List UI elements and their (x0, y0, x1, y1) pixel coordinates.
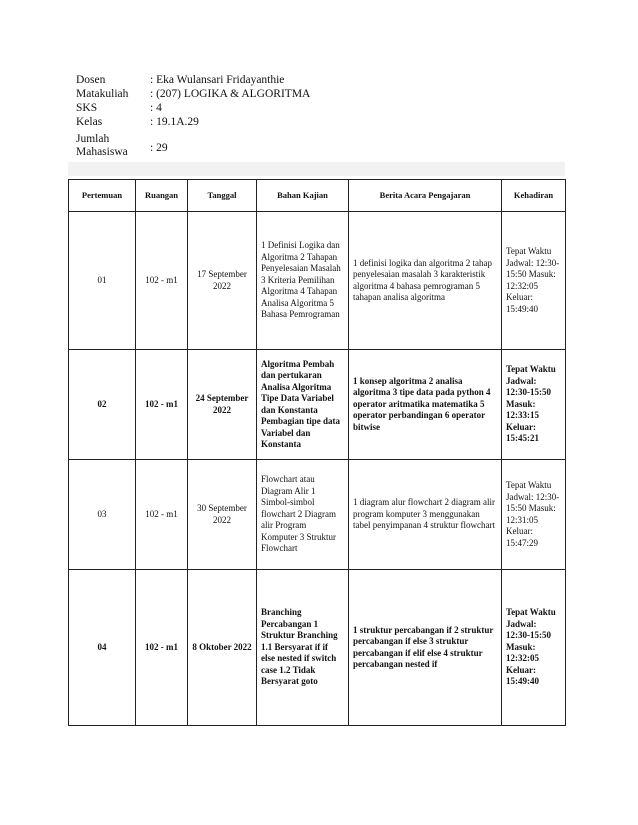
jumlah-label-line1: Jumlah (76, 133, 110, 145)
jumlah-label-line2: Mahasiswa (76, 146, 128, 158)
col-header-berita-acara: Berita Acara Pengajaran (349, 180, 502, 212)
jumlah-row (76, 133, 310, 159)
cell-kehadiran: Tepat Waktu Jadwal: 12:30-15:50 Masuk: 12:31:05 Keluar: 15:47:29 (502, 460, 566, 570)
matakuliah-row (76, 87, 310, 101)
cell-ruangan: 102 - m1 (136, 570, 188, 726)
cell-pertemuan: 02 (69, 350, 136, 460)
cell-tanggal: 8 Oktober 2022 (188, 570, 257, 726)
dosen-row (76, 73, 310, 87)
matakuliah-value: : (207) LOGIKA & ALGORITMA (150, 88, 311, 100)
col-header-bahan-kajian: Bahan Kajian (257, 180, 349, 212)
cell-berita-acara: 1 definisi logika dan algoritma 2 tahap penyelesaian masalah 3 karakteristik algoritma 4 bahasa pemrograman 5 tahapan analisa algoritma (349, 212, 502, 350)
jumlah-label (76, 133, 150, 159)
cell-tanggal: 17 September 2022 (188, 212, 257, 350)
col-header-pertemuan: Pertemuan (69, 180, 136, 212)
col-header-tanggal: Tanggal (188, 180, 257, 212)
course-info (76, 73, 310, 159)
col-header-ruangan: Ruangan (136, 180, 188, 212)
jumlah-value: : 29 (150, 142, 168, 154)
cell-berita-acara: 1 struktur percabangan if 2 struktur percabangan if else 3 struktur percabangan if elif else 4 struktur percabangan nested if (349, 570, 502, 726)
cell-pertemuan: 03 (69, 460, 136, 570)
cell-tanggal: 24 September 2022 (188, 350, 257, 460)
sks-row (76, 101, 310, 115)
cell-pertemuan: 01 (69, 212, 136, 350)
cell-bahan-kajian: Branching Percabangan 1 Struktur Branching 1.1 Bersyarat if if else nested if switch case 1.2 Tidak Bersyarat goto (257, 570, 349, 726)
attendance-table (68, 179, 566, 726)
cell-pertemuan: 04 (69, 570, 136, 726)
separator-band (68, 162, 565, 176)
cell-ruangan: 102 - m1 (136, 460, 188, 570)
sks-value: : 4 (150, 102, 162, 114)
kelas-label: Kelas (76, 116, 103, 128)
table-row (69, 460, 566, 570)
kelas-row (76, 115, 310, 129)
cell-ruangan: 102 - m1 (136, 350, 188, 460)
table-row (69, 570, 566, 726)
cell-bahan-kajian: Flowchart atau Diagram Alir 1 Simbol-simbol flowchart 2 Diagram alir Program Komputer 3 Struktur Flowchart (257, 460, 349, 570)
matakuliah-label: Matakuliah (76, 88, 129, 100)
table-header-row (69, 180, 566, 212)
dosen-label: Dosen (76, 74, 106, 86)
sks-label: SKS (76, 102, 98, 114)
kelas-value: : 19.1A.29 (150, 116, 199, 128)
cell-tanggal: 30 September 2022 (188, 460, 257, 570)
dosen-value: : Eka Wulansari Fridayanthie (150, 74, 285, 86)
cell-kehadiran: Tepat Waktu Jadwal: 12:30-15:50 Masuk: 12:33:15 Keluar: 15:45:21 (502, 350, 566, 460)
col-header-kehadiran: Kehadiran (502, 180, 566, 212)
cell-bahan-kajian: Algoritma Pembah dan pertukaran Analisa Algoritma Tipe Data Variabel dan Konstanta Pembagian tipe data Variabel dan Konstanta (257, 350, 349, 460)
cell-ruangan: 102 - m1 (136, 212, 188, 350)
cell-kehadiran: Tepat Waktu Jadwal: 12:30-15:50 Masuk: 12:32:05 Keluar: 15:49:40 (502, 212, 566, 350)
table-row (69, 212, 566, 350)
table-row (69, 350, 566, 460)
cell-kehadiran: Tepat Waktu Jadwal: 12:30-15:50 Masuk: 12:32:05 Keluar: 15:49:40 (502, 570, 566, 726)
cell-bahan-kajian: 1 Definisi Logika dan Algoritma 2 Tahapan Penyelesaian Masalah 3 Kriteria Pemilihan Algoritma 4 Tahapan Analisa Algoritma 5 Bahasa Pemrograman (257, 212, 349, 350)
cell-berita-acara: 1 diagram alur flowchart 2 diagram alir program komputer 3 menggunakan tabel penyimpanan 4 struktur flowchart (349, 460, 502, 570)
cell-berita-acara: 1 konsep algoritma 2 analisa algoritma 3 tipe data pada python 4 operator aritmatika matematika 5 operator perbandingan 6 operator bitwise (349, 350, 502, 460)
